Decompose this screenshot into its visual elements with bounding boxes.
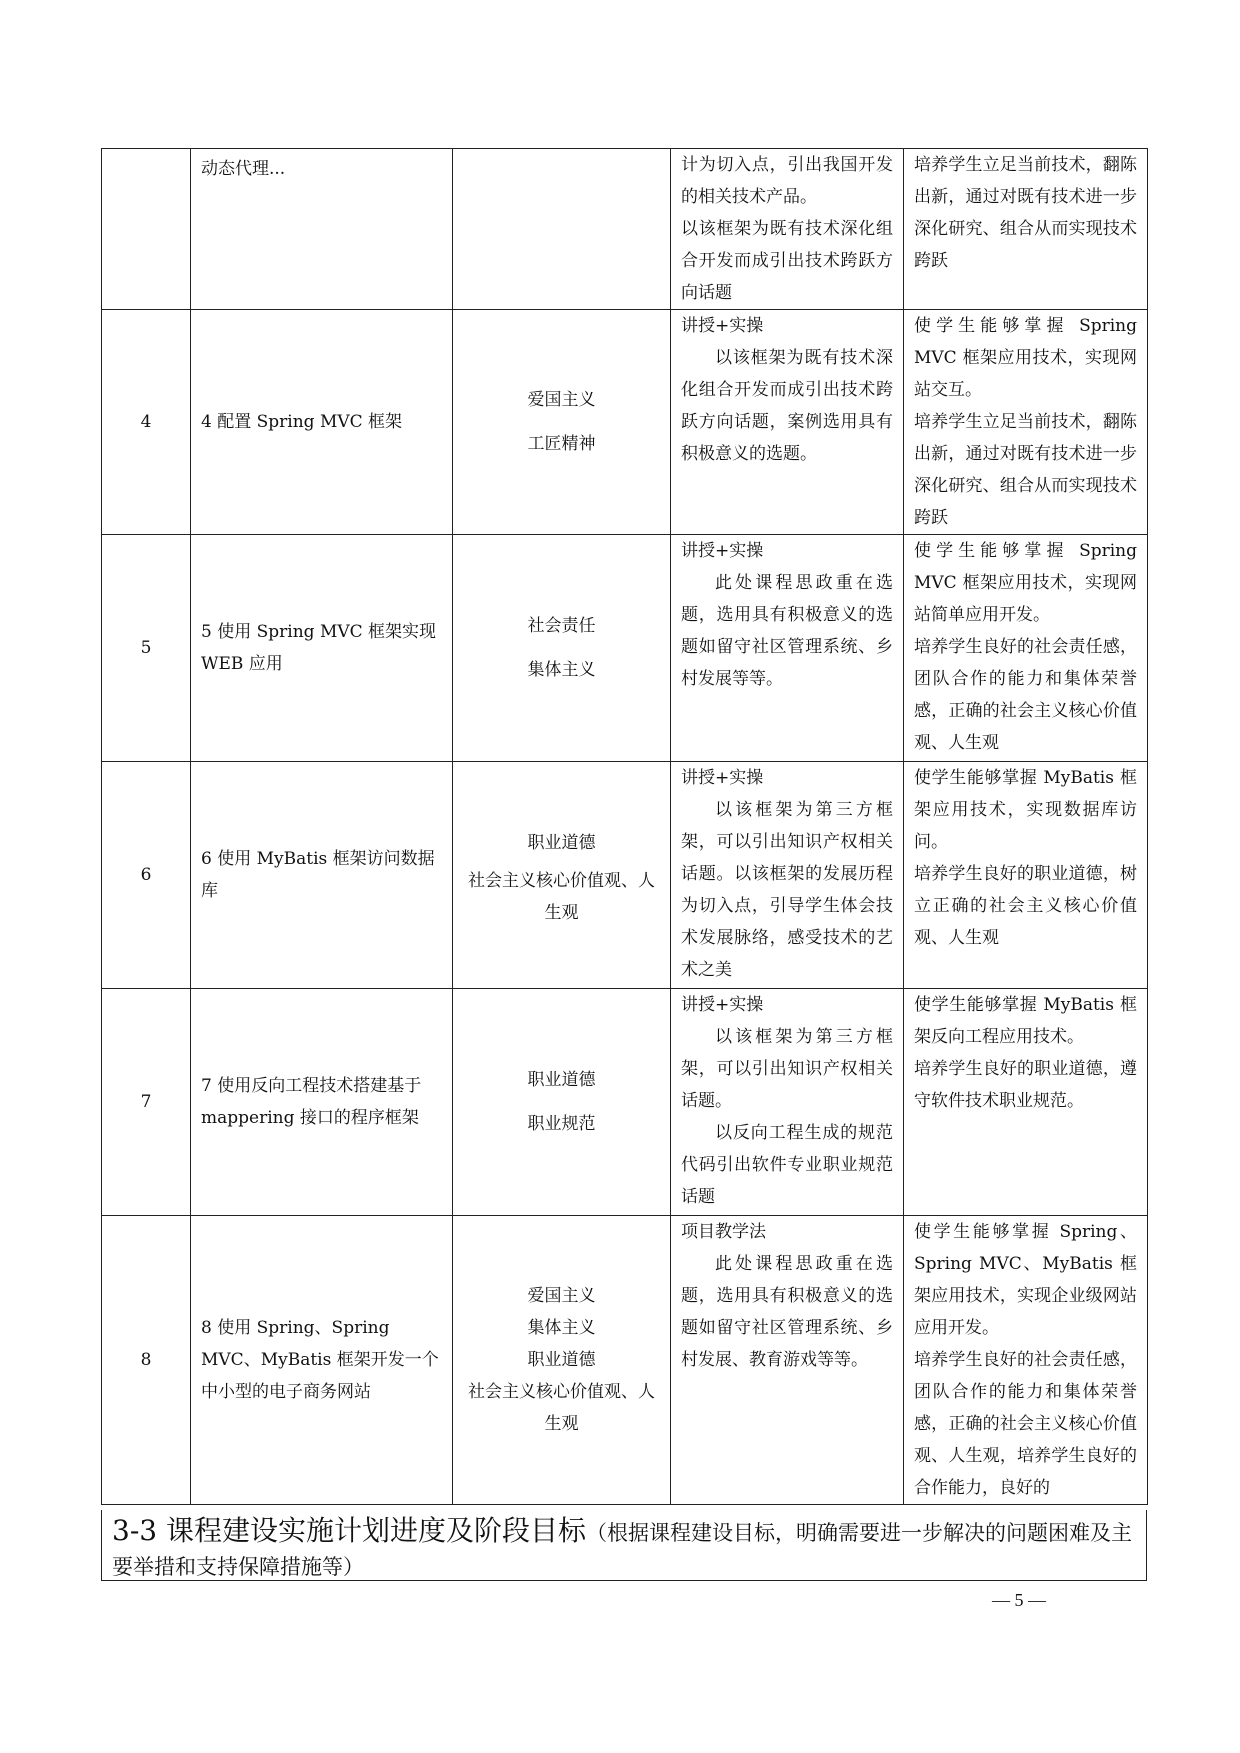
ideology-cell <box>453 1216 671 1505</box>
topic-cell: 4 配置 Spring MVC 框架 <box>191 310 453 535</box>
page-number: — 5 — <box>992 1590 1046 1610</box>
ideology-item: 职业道德 <box>527 833 596 853</box>
method-text: 以该框架为既有技术深化组合开发而成引出技术跨跃方向话题 <box>681 219 893 303</box>
table-row <box>102 762 1148 989</box>
table-row <box>102 1216 1148 1505</box>
ideology-item: 社会主义核心价值观、人生观 <box>468 871 655 923</box>
method-text: 以反向工程生成的规范代码引出软件专业职业规范话题 <box>681 1123 893 1207</box>
table-row <box>102 989 1148 1216</box>
ideology-item: 职业道德 <box>527 1070 596 1090</box>
ideology-item: 社会责任 <box>527 616 596 636</box>
row-number: 7 <box>102 989 191 1216</box>
goal-text: 培养学生良好的社会责任感，团队合作的能力和集体荣誉感，正确的社会主义核心价值观、人生观，培养学生良好的合作能力，良好的 <box>914 1350 1137 1498</box>
topic-cell: 8 使用 Spring、Spring MVC、MyBatis 框架开发一个中小型的电子商务网站 <box>191 1216 453 1505</box>
goal-text: 培养学生良好的职业道德，树立正确的社会主义核心价值观、人生观 <box>914 864 1137 948</box>
goal-text: 培养学生立足当前技术，翻陈出新，通过对既有技术进一步深化研究、组合从而实现技术跨跃 <box>914 155 1137 271</box>
ideology-cell <box>453 535 671 762</box>
section-note: （根据课程建设目标，明确需要进一步解决的问题困难及主要举措和支持保障措施等） <box>112 1521 1132 1579</box>
method-label: 讲授+实操 <box>681 316 764 336</box>
method-text: 计为切入点，引出我国开发的相关技术产品。 <box>681 155 893 207</box>
method-label: 项目教学法 <box>681 1222 766 1242</box>
method-label: 讲授+实操 <box>681 541 764 561</box>
goal-cell <box>904 310 1148 535</box>
row-number: 8 <box>102 1216 191 1505</box>
ideology-cell <box>453 989 671 1216</box>
ideology-item: 工匠精神 <box>527 434 596 454</box>
row-number: 5 <box>102 535 191 762</box>
method-cell <box>671 762 904 989</box>
goal-text: 培养学生良好的社会责任感，团队合作的能力和集体荣誉感，正确的社会主义核心价值观、人生观 <box>914 637 1137 753</box>
method-cell <box>671 535 904 762</box>
goal-text: 使学生能够掌握 Spring MVC 框架应用技术，实现网站交互。 <box>914 316 1137 400</box>
goal-cell <box>904 149 1148 310</box>
method-text: 此处课程思政重在选题，选用具有积极意义的选题如留守社区管理系统、乡村发展等等。 <box>681 573 893 689</box>
goal-text: 使学生能够掌握 MyBatis 框架应用技术，实现数据库访问。 <box>914 768 1137 852</box>
method-text: 以该框架为第三方框架，可以引出知识产权相关话题。以该框架的发展历程为切入点，引导学生体会技术发展脉络，感受技术的艺术之美 <box>681 800 893 980</box>
goal-cell <box>904 1216 1148 1505</box>
goal-cell <box>904 762 1148 989</box>
method-label: 讲授+实操 <box>681 768 764 788</box>
ideology-item: 职业规范 <box>527 1114 596 1134</box>
section-3-3-header <box>101 1510 1147 1581</box>
method-text: 以该框架为第三方框架，可以引出知识产权相关话题。 <box>681 1027 893 1111</box>
goal-text: 培养学生立足当前技术，翻陈出新，通过对既有技术进一步深化研究、组合从而实现技术跨跃 <box>914 412 1137 528</box>
method-text: 此处课程思政重在选题，选用具有积极意义的选题如留守社区管理系统、乡村发展、教育游戏等等。 <box>681 1254 893 1370</box>
table-row <box>102 149 1148 310</box>
ideology-item: 爱国主义 <box>527 1286 596 1306</box>
row-number <box>102 149 191 310</box>
section-heading: 3-3 课程建设实施计划进度及阶段目标 <box>112 1514 586 1547</box>
method-cell <box>671 310 904 535</box>
ideology-cell <box>453 310 671 535</box>
topic-cell: 6 使用 MyBatis 框架访问数据库 <box>191 762 453 989</box>
ideology-item: 社会主义核心价值观、人生观 <box>468 1382 655 1434</box>
table-row <box>102 535 1148 762</box>
goal-text: 使学生能够掌握 MyBatis 框架反向工程应用技术。 <box>914 995 1137 1047</box>
topic-cell: 7 使用反向工程技术搭建基于 mappering 接口的程序框架 <box>191 989 453 1216</box>
ideology-cell <box>453 762 671 989</box>
ideology-cell <box>453 149 671 310</box>
method-cell <box>671 989 904 1216</box>
goal-text: 培养学生良好的职业道德，遵守软件技术职业规范。 <box>914 1059 1137 1111</box>
goal-cell <box>904 535 1148 762</box>
row-number: 6 <box>102 762 191 989</box>
goal-cell <box>904 989 1148 1216</box>
ideology-item: 职业道德 <box>527 1350 596 1370</box>
ideology-item: 集体主义 <box>527 660 596 680</box>
method-cell <box>671 149 904 310</box>
method-label: 讲授+实操 <box>681 995 764 1015</box>
ideology-item: 爱国主义 <box>527 390 596 410</box>
topic-cell: 动态代理... <box>191 149 453 310</box>
course-plan-table <box>101 148 1148 1505</box>
goal-text: 使学生能够掌握 Spring、Spring MVC、MyBatis 框架应用技术，实现企业级网站应用开发。 <box>914 1222 1137 1338</box>
method-text: 以该框架为既有技术深化组合开发而成引出技术跨跃方向话题，案例选用具有积极意义的选题。 <box>681 348 893 464</box>
table-row <box>102 310 1148 535</box>
method-cell <box>671 1216 904 1505</box>
ideology-item: 集体主义 <box>527 1318 596 1338</box>
topic-cell: 5 使用 Spring MVC 框架实现 WEB 应用 <box>191 535 453 762</box>
row-number: 4 <box>102 310 191 535</box>
goal-text: 使学生能够掌握 Spring MVC 框架应用技术，实现网站简单应用开发。 <box>914 541 1137 625</box>
